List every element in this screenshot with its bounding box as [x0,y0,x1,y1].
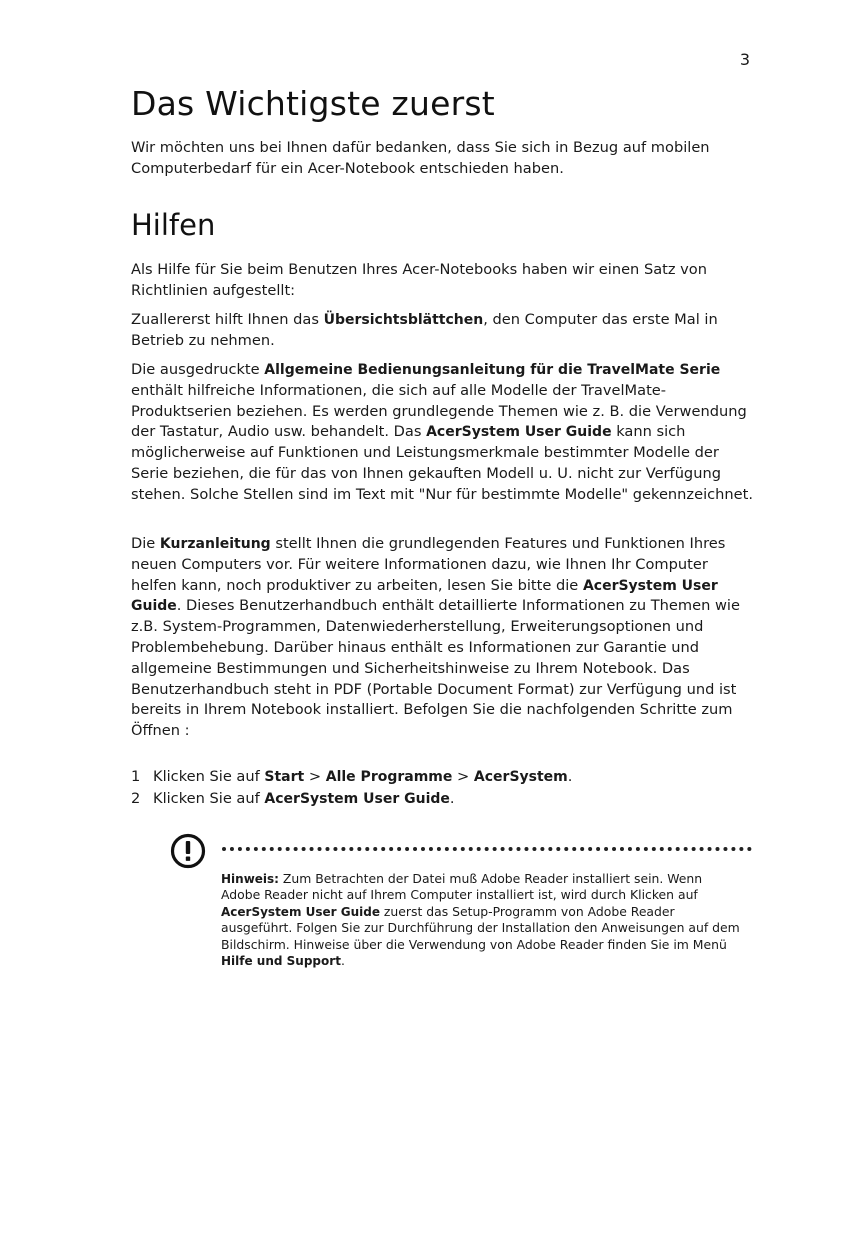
paragraph-4 [131,534,756,742]
step-text-end: . [449,790,455,807]
steps-list [131,766,756,810]
paragraph-3-text: Die ausgedruckte [131,361,265,378]
step-text: Klicken Sie auf [153,768,265,785]
section-title: Hilfen [131,208,216,242]
paragraph-3-text-end: kann sich möglicherweise auf Funktionen und Leistungsmerkmale bestimmter Modelle der Serie beziehen, die für das von Ihnen gekauften Modell u. U. nicht zur Verfügung stehen. Solche Stellen sind im Text mit "Nur für bestimmte Modelle" gekennzeichnet. [131,423,753,503]
step-bold: Alle Programme [325,769,453,785]
step-separator: > [304,768,326,785]
step-text-end: . [567,768,573,785]
paragraph-2-text: Zuallererst hilft Ihnen das [131,311,324,328]
step-bold: AcerSystem [473,769,568,785]
step-text: Klicken Sie auf [153,790,265,807]
paragraph-4-bold-1: Kurzanleitung [159,536,271,552]
page-number: 3 [739,50,750,69]
step-bold: Start [264,769,305,785]
paragraph-1: Als Hilfe für Sie beim Benutzen Ihres Acer-Notebooks haben wir einen Satz von Richtlinien aufgestellt: [131,261,707,299]
paragraph-4-bold-2: AcerSystem User Guide [131,577,718,615]
step-number: 2 [131,790,141,807]
intro-paragraph: Wir möchten uns bei Ihnen dafür bedanken, dass Sie sich in Bezug auf mobilen Computerbedarf für ein Acer-Notebook entschieden haben. [131,139,710,177]
list-item [131,788,756,810]
paragraph-3-bold-1: Allgemeine Bedienungsanleitung für die TravelMate Serie [264,362,721,378]
note-text-part: Zum Betrachten der Datei muß Adobe Reader installiert sein. Wenn Adobe Reader nicht auf Ihrem Computer installiert ist, wird durch Klicken auf [221,871,703,903]
paragraph-3 [131,360,756,506]
step-number: 1 [131,768,141,785]
step-separator: > [452,768,474,785]
paragraph-4-text-end: . Dieses Benutzerhandbuch enthält detaillierte Informationen zu Themen wie z.B. System-Programmen, Datenwiederherstellung, Erweiterungsoptionen und Problembehebung. Darüber hinaus enthält es Informationen zur Garantie und allgemeine Bestimmungen und Sicherheitshinweise zu Ihrem Notebook. Das Benutzerhandbuch steht in PDF (Portable Document Format) zur Verfügung und ist bereits in Ihrem Notebook installiert. Befolgen Sie die nachfolgenden Schritte zum Öffnen : [131,597,740,740]
note-text-part: zuerst das Setup-Programm von Adobe Reader ausgeführt. Folgen Sie zur Durchführung der Installation den Anweisungen auf dem Bildschirm. Hinweise über die Verwendung von Adobe Reader finden Sie im Menü [221,903,740,952]
note-label: Hinweis: [221,872,279,886]
note-bold: Hilfe und Support [221,954,341,969]
page-title: Das Wichtigste zuerst [131,84,495,123]
paragraph-3-text-middle: enthält hilfreiche Informationen, die sich auf alle Modelle der TravelMate-Produktserien beziehen. Es werden grundlegende Themen wie z. B. die Verwendung der Tastatur, Audio usw. behandelt. Das [131,381,747,441]
paragraph-3-bold-2: AcerSystem User Guide [426,424,612,441]
note-bold: AcerSystem User Guide [221,904,380,919]
paragraph-4-text: Die [131,535,160,552]
step-bold: AcerSystem User Guide [264,791,450,807]
note-divider [222,847,752,851]
paragraph-4-text-middle: stellt Ihnen die grundlegenden Features und Funktionen Ihres neuen Computers vor. Für weitere Informationen dazu, wie Ihnen Ihr Computer helfen kann, noch produktiver zu arbeiten, lesen Sie bitte die [131,535,726,594]
note-text [221,871,741,969]
list-item [131,766,756,788]
paragraph-2-bold: Übersichtsblättchen [323,312,484,328]
paragraph-2 [131,310,756,352]
note-text-part: . [340,953,345,969]
paragraph-2-text-end: , den Computer das erste Mal in Betrieb zu nehmen. [131,311,718,349]
exclamation-circle-icon [170,833,206,869]
